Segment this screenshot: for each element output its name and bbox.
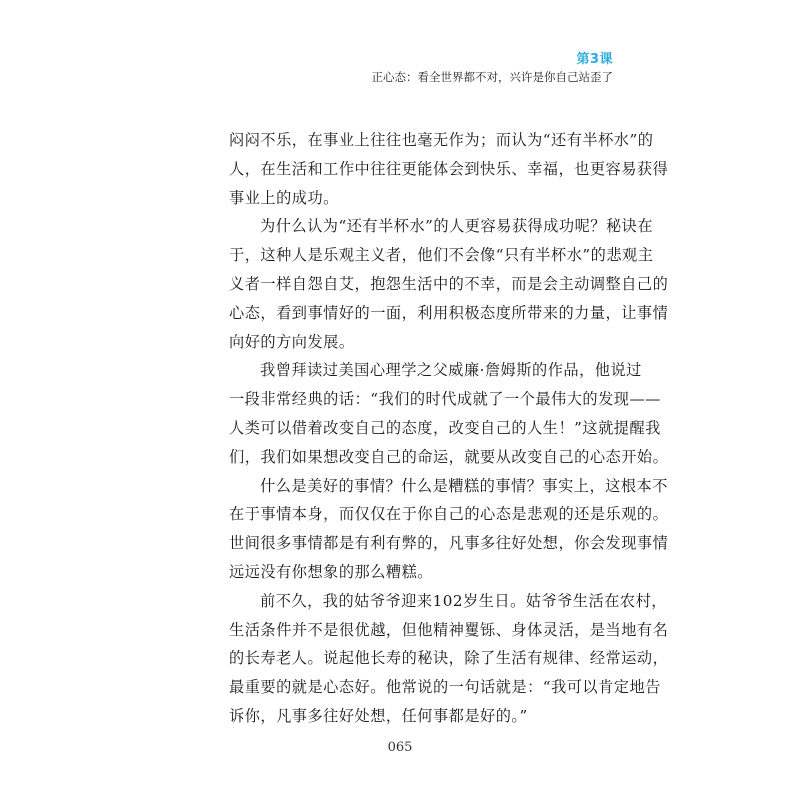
text-line: 远远没有你想象的那么糟糕。 (229, 562, 433, 581)
text-line: 为什么认为“还有半杯水”的人更容易获得成功呢？秘诀在 (260, 217, 654, 236)
text-line: 闷闷不乐，在事业上往往也毫无作为；而认为“还有半杯水”的 (229, 131, 654, 149)
text-line: 向好的方向发展。 (229, 332, 355, 351)
text-line: 人，在生活和工作中往往更能体会到快乐、幸福，也更容易获得 (229, 159, 669, 178)
text-line: 最重要的就是心态好。他常说的一句话就是：“我可以肯定地告 (229, 678, 661, 697)
text-line: 前不久，我的姑爷爷迎来102岁生日。姑爷爷生活在农村， (260, 591, 667, 610)
text-line: 一段非常经典的话：“我们的时代成就了一个最伟大的发现—— (229, 390, 661, 409)
page-number: 065 (387, 740, 413, 755)
text-line: 我曾拜读过美国心理学之父威廉·詹姆斯的作品，他说过 (260, 361, 642, 380)
text-line: 事业上的成功。 (229, 188, 339, 207)
text-line: 义者一样自怨自艾，抱怨生活中的不幸，而是会主动调整自己的 (229, 274, 669, 293)
body-text (229, 126, 669, 731)
lesson-number: 第3课 (576, 52, 613, 67)
lesson-title: 正心态：看全世界都不对，兴许是你自己站歪了 (371, 70, 613, 84)
text-line: 诉你，凡事多往好处想，任何事都是好的。” (229, 706, 528, 725)
text-line: 生活条件并不是很优越，但他精神矍铄、身体灵活，是当地有名 (229, 620, 669, 639)
text-line: 于，这种人是乐观主义者，他们不会像“只有半杯水”的悲观主 (229, 246, 654, 265)
text-line: 们，我们如果想改变自己的命运，就要从改变自己的心态开始。 (229, 447, 669, 466)
text-line: 世间很多事情都是有利有弊的，凡事多往好处想，你会发现事情 (229, 534, 669, 553)
running-header (372, 52, 614, 85)
text-line: 在于事情本身，而仅仅在于你自己的心态是悲观的还是乐观的。 (229, 505, 669, 524)
text-line: 人类可以借着改变自己的态度，改变自己的人生！”这就提醒我 (229, 418, 661, 437)
text-line: 什么是美好的事情？什么是糟糕的事情？事实上，这根本不 (260, 476, 668, 495)
text-line: 的长寿老人。说起他长寿的秘诀，除了生活有规律、经常运动， (229, 649, 669, 668)
text-line: 心态，看到事情好的一面，利用积极态度所带来的力量，让事情 (229, 303, 669, 322)
